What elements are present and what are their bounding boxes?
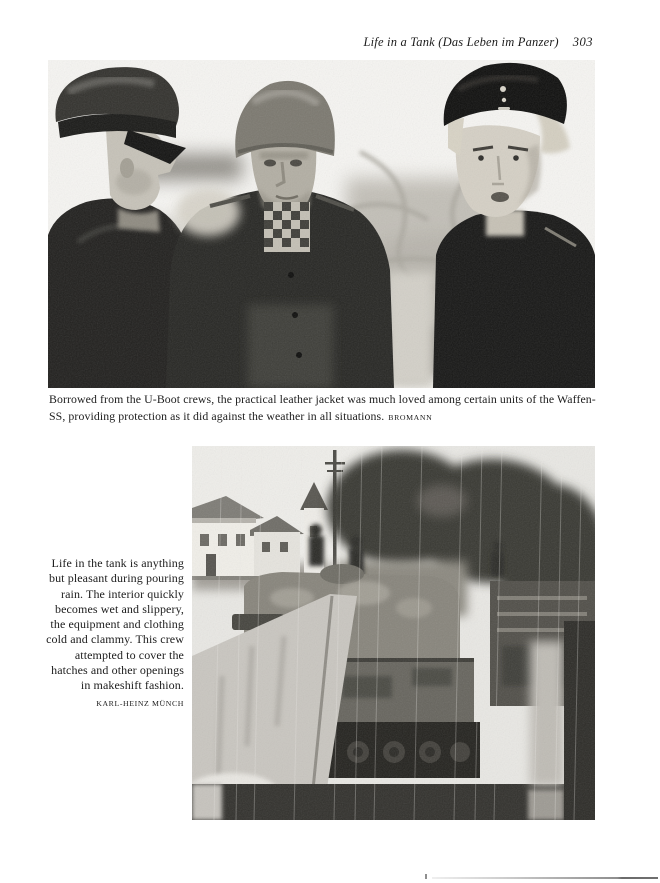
chapter-title: Life in a Tank (Das Leben im Panzer) <box>363 35 559 49</box>
caption-line: Life in the tank is anything <box>51 556 184 570</box>
caption-line <box>49 408 601 427</box>
leather-jackets-illustration <box>48 60 595 388</box>
caption-line: attempted to cover the <box>74 647 184 662</box>
photo-leather-jackets <box>48 60 595 388</box>
caption-text: SS, providing protection as it did against the weather in all situations. <box>49 408 385 423</box>
photo-credit: BROMANN <box>388 412 433 422</box>
caption-line: hatches and other openings <box>51 663 184 678</box>
top-photo-caption <box>49 391 601 426</box>
bottom-photo-caption <box>14 556 184 711</box>
caption-line: the equipment and clothing <box>50 617 184 632</box>
caption-line: cold and clammy. This crew <box>46 632 184 647</box>
caption-line: Borrowed from the U-Boot crews, the practical leather jacket was much loved among certain units of the Waffen- <box>49 392 596 406</box>
bottom-scan-rule <box>432 877 658 879</box>
caption-line: but pleasant during pouring <box>48 571 184 586</box>
caption-line: becomes wet and slippery, <box>54 601 184 616</box>
photo-tanks-in-rain <box>192 446 595 820</box>
tank-column-illustration <box>192 446 595 820</box>
caption-line: in makeshift fashion. <box>80 678 184 693</box>
caption-line: rain. The interior quickly <box>60 586 184 601</box>
page-number: 303 <box>572 35 593 49</box>
running-head <box>363 35 593 50</box>
photo-credit: KARL-HEINZ MÜNCH <box>96 698 184 708</box>
bottom-tick-mark <box>425 874 427 879</box>
